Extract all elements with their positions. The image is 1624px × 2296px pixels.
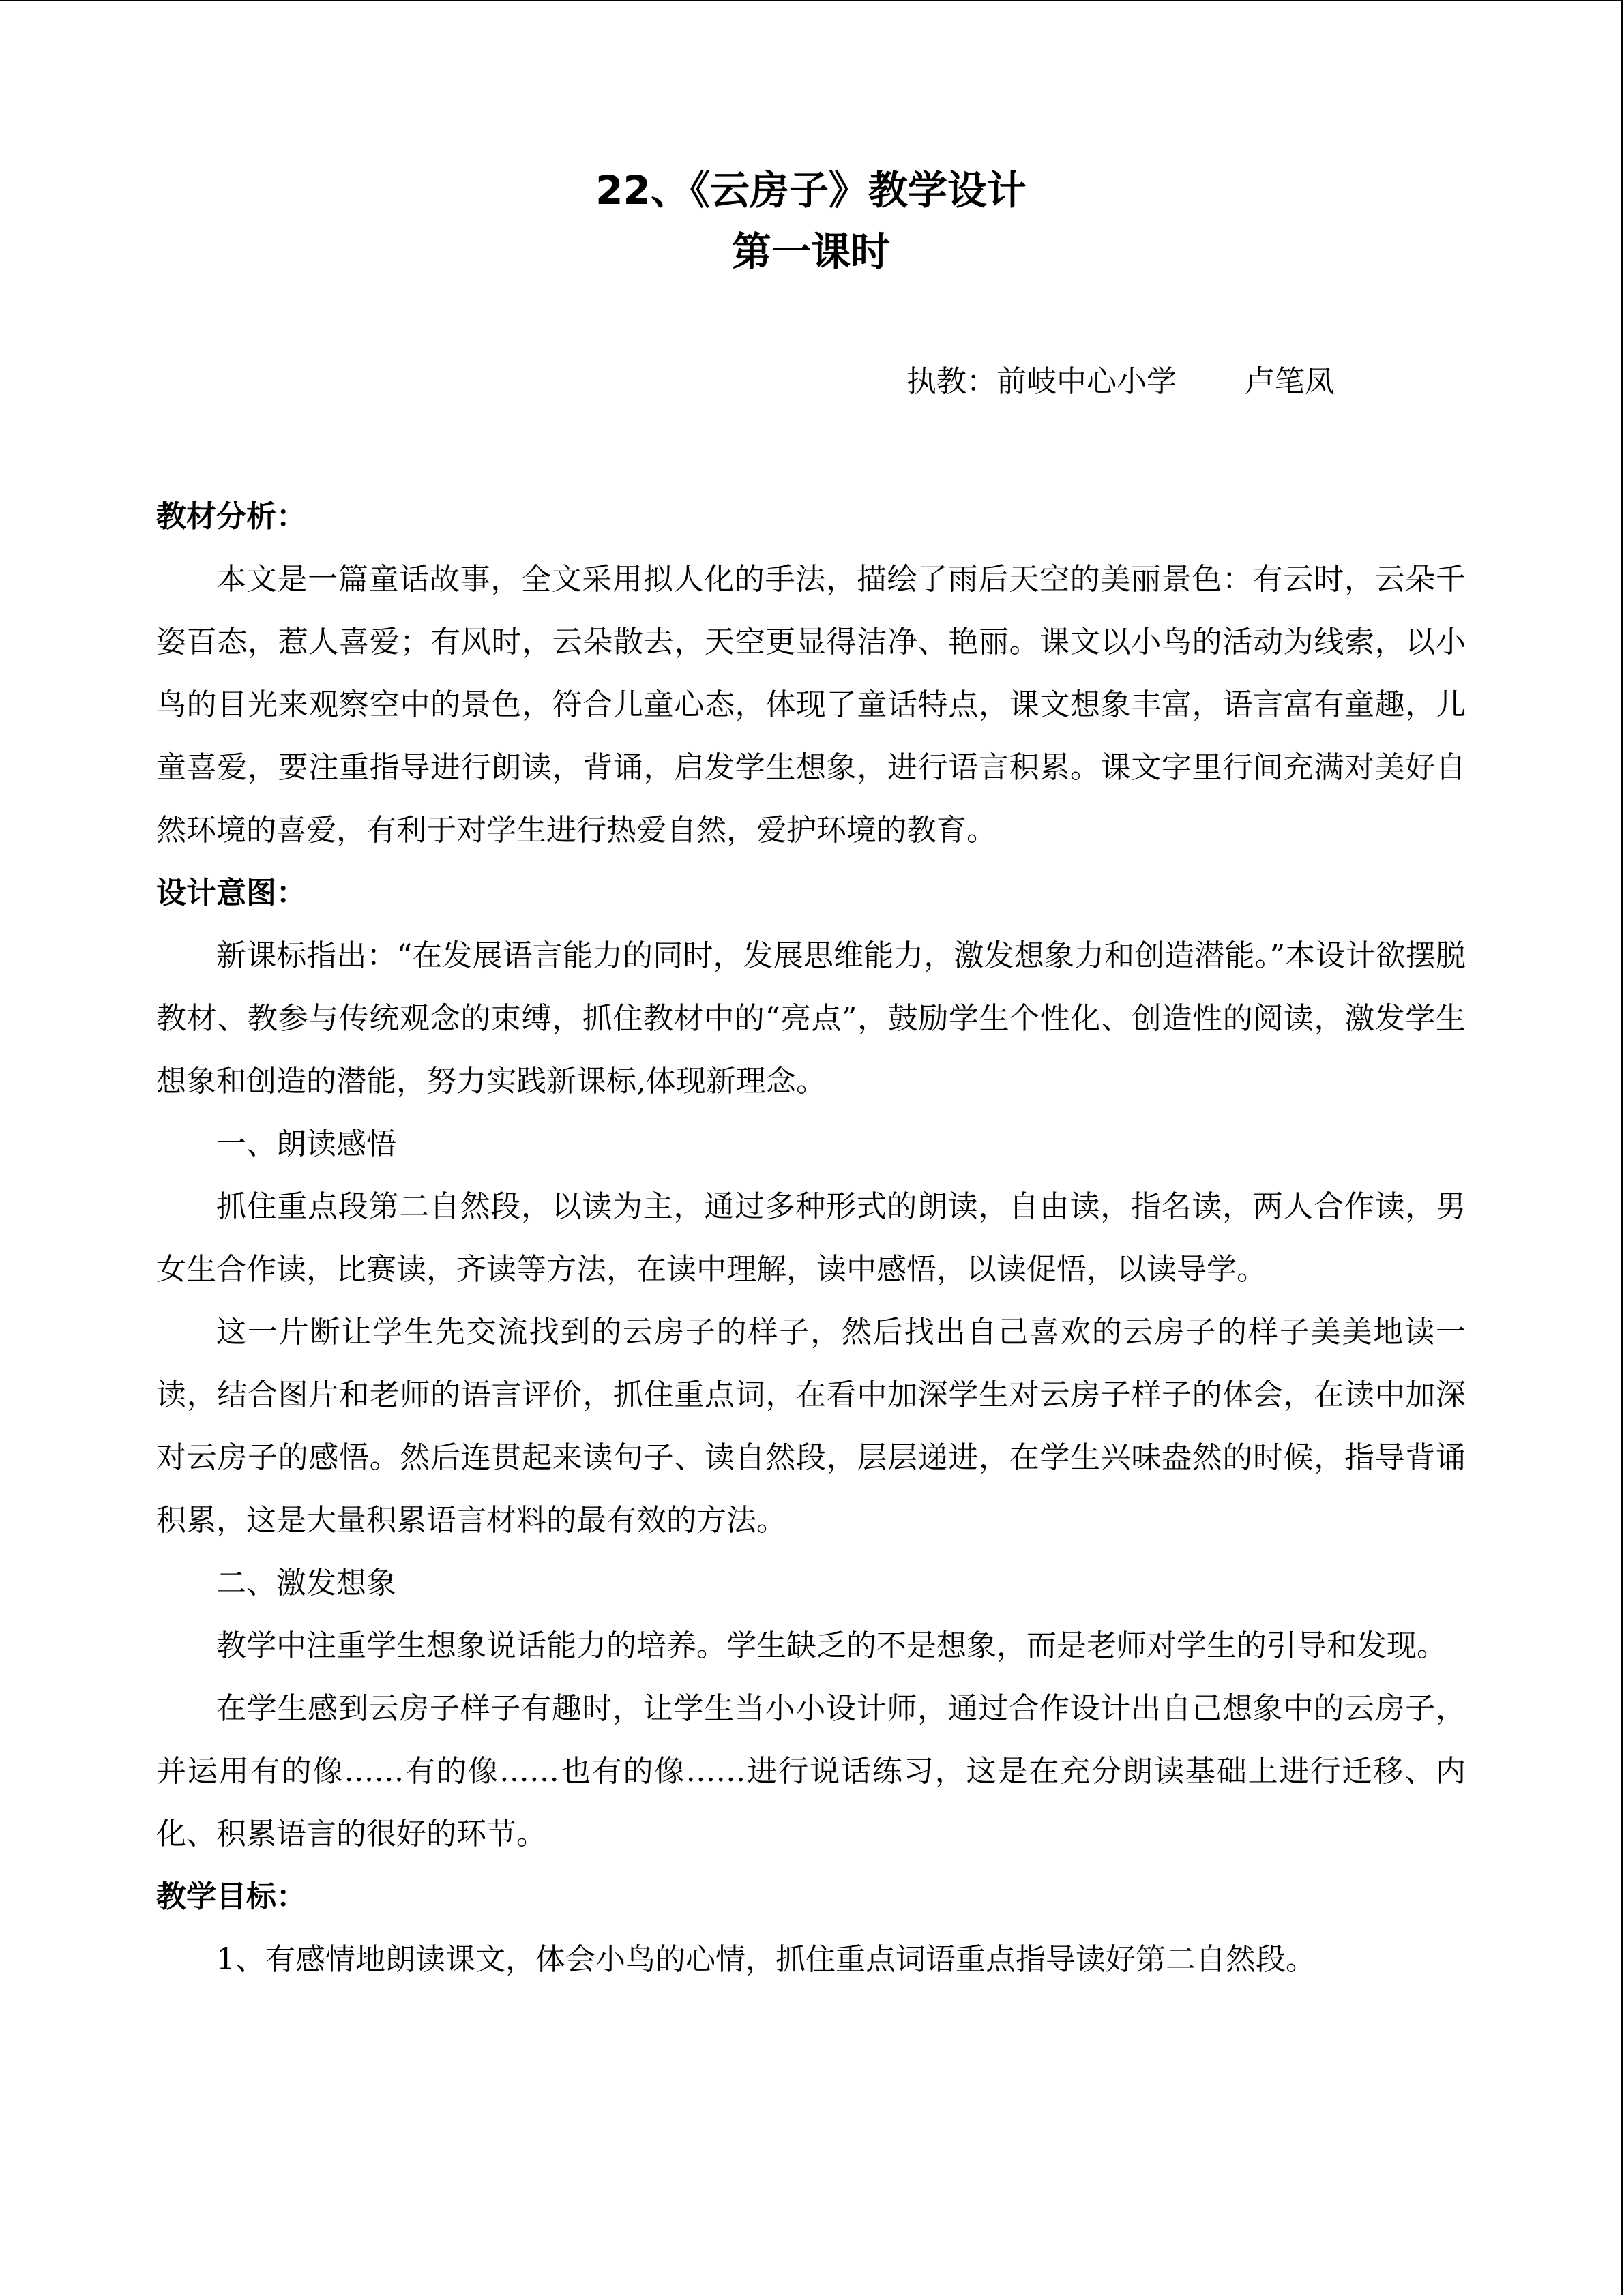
- design-point1-paragraph1: 抓住重点段第二自然段，以读为主，通过多种形式的朗读，自由读，指名读，两人合作读，男女生合作读，比赛读，齐读等方法，在读中理解，读中感悟，以读促悟，以读导学。: [156, 1189, 1466, 1287]
- document-body: [156, 486, 1466, 1991]
- design-point1-title: 一、朗读感悟: [216, 1127, 396, 1161]
- section-heading-material: 教材分析：: [156, 499, 306, 534]
- design-intro-paragraph: 新课标指出：“在发展语言能力的同时，发展思维能力，激发想象力和创造潜能。”本设计欲摆脱教材、教参与传统观念的束缚，抓住教材中的“亮点”，鼓励学生个性化、创造性的阅读，激发学生想象和创造的潜能，努力实践新课标,体现新理念。: [156, 938, 1466, 1099]
- author-label: 执教：前岐中心小学: [906, 364, 1177, 399]
- author-name: 卢笔凤: [1245, 364, 1335, 399]
- section-heading-goals: 教学目标：: [156, 1879, 306, 1914]
- design-point1-paragraph2: 这一片断让学生先交流找到的云房子的样子，然后找出自己喜欢的云房子的样子美美地读一读，结合图片和老师的语言评价，抓住重点词，在看中加深学生对云房子样子的体会，在读中加深对云房子的感悟。然后连贯起来读句子、读自然段，层层递进，在学生兴味盎然的时候，指导背诵积累，这是大量积累语言材料的最有效的方法。: [156, 1315, 1466, 1538]
- design-point2-paragraph1: 教学中注重学生想象说话能力的培养。学生缺乏的不是想象，而是老师对学生的引导和发现。: [216, 1628, 1447, 1663]
- design-point2-paragraph2: 在学生感到云房子样子有趣时，让学生当小小设计师，通过合作设计出自己想象中的云房子，并运用有的像……有的像……也有的像……进行说话练习，这是在充分朗读基础上进行迁移、内化、积累语言的很好的环节。: [156, 1691, 1466, 1851]
- goal-item-1: 1、有感情地朗读课文，体会小鸟的心情，抓住重点词语重点指导读好第二自然段。: [216, 1942, 1316, 1977]
- document-title: 22、《云房子》教学设计: [595, 167, 1027, 213]
- author-line: [906, 361, 1335, 402]
- document-subtitle: 第一课时: [731, 228, 890, 275]
- section-heading-design: 设计意图：: [156, 876, 306, 910]
- material-paragraph: 本文是一篇童话故事，全文采用拟人化的手法，描绘了雨后天空的美丽景色：有云时，云朵千姿百态，惹人喜爱；有风时，云朵散去，天空更显得洁净、艳丽。课文以小鸟的活动为线索，以小鸟的目光来观察空中的景色，符合儿童心态，体现了童话特点，课文想象丰富，语言富有童趣，儿童喜爱，要注重指导进行朗读，背诵，启发学生想象，进行语言积累。课文字里行间充满对美好自然环境的喜爱，有利于对学生进行热爱自然，爱护环境的教育。: [156, 562, 1466, 848]
- design-point2-title: 二、激发想象: [216, 1566, 396, 1600]
